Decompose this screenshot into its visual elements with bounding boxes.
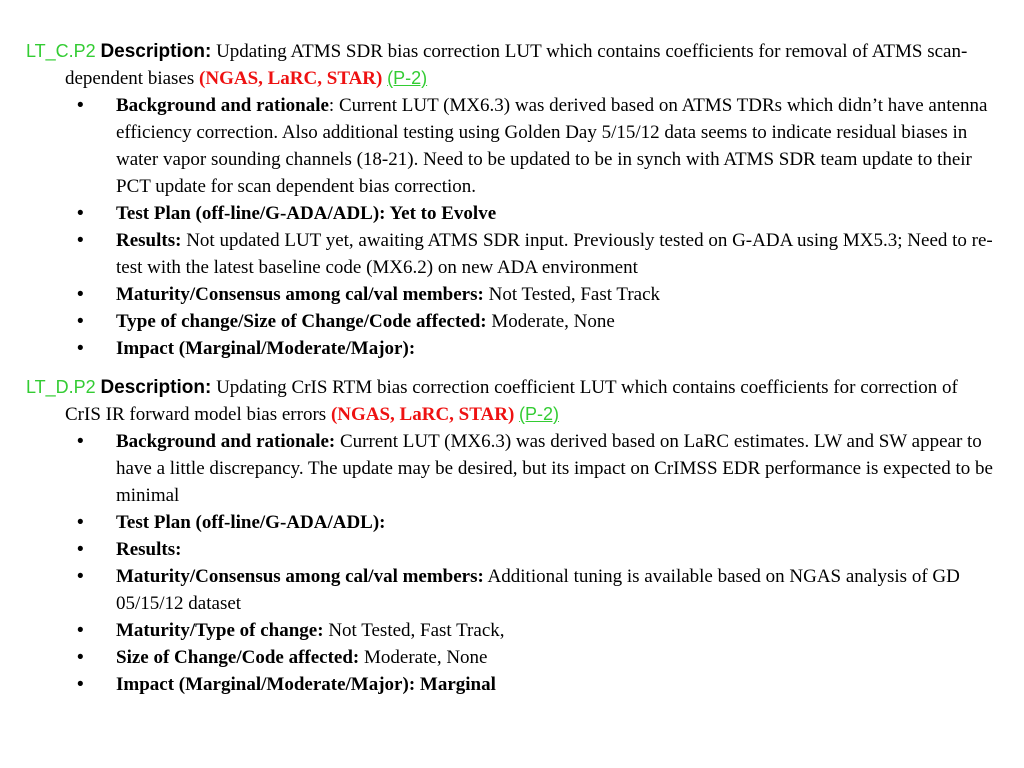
description-text: Updating ATMS SDR bias correction LUT which contains coefficients for removal of ATMS scan-dependent biases	[65, 41, 968, 89]
bullet-item	[26, 644, 996, 671]
bullet-item	[26, 200, 996, 227]
bullet-label: Impact (Marginal/Moderate/Major):	[116, 338, 416, 359]
bullet-icon: •	[77, 284, 84, 305]
section-headline	[26, 38, 996, 92]
bullet-label: Impact (Marginal/Moderate/Major): Marginal	[116, 674, 496, 695]
bullet-label: Maturity/Type of change:	[116, 620, 324, 641]
priority-label: (P-2)	[519, 404, 560, 424]
bullet-icon: •	[77, 539, 84, 560]
bullet-item	[26, 617, 996, 644]
bullet-text: Not Tested, Fast Track	[483, 284, 661, 305]
bullet-item	[26, 671, 996, 698]
priority-label: (P-2)	[387, 68, 428, 88]
bullet-label: Background and rationale:	[116, 431, 336, 452]
bullet-icon: •	[77, 512, 84, 533]
bullet-label: Background and rationale	[116, 95, 329, 116]
bullet-icon: •	[77, 230, 84, 251]
bullet-item	[26, 509, 996, 536]
bullet-label: Test Plan (off-line/G-ADA/ADL):	[116, 512, 386, 533]
description-label: Description:	[100, 41, 212, 62]
bullet-item	[26, 536, 996, 563]
bullet-label: Results:	[116, 539, 182, 560]
bullet-icon: •	[77, 674, 84, 695]
bullet-label: Maturity/Consensus among cal/val members:	[116, 566, 484, 587]
bullet-item	[26, 281, 996, 308]
bullet-text: : Current LUT (MX6.3) was derived based on ATMS TDRs which didn’t have antenna efficiency correction. Also additional testing using Golden Day 5/15/12 data seems to indicate residual biases in water vapor sounding channels (18-21). Need to be updated to be in synch with ATMS SDR team update to their PCT update for scan dependent bias correction.	[116, 95, 988, 197]
bullet-icon: •	[77, 647, 84, 668]
item-id: LT_C.P2	[26, 41, 96, 61]
bullet-item	[26, 308, 996, 335]
bullet-text: Additional tuning is available based on NGAS analysis of GD 05/15/12 dataset	[116, 566, 960, 614]
bullet-item	[26, 92, 996, 200]
section-lt-c-p2	[26, 38, 996, 362]
bullet-item	[26, 227, 996, 281]
bullet-label: Size of Change/Code affected:	[116, 647, 360, 668]
bullet-text: Not updated LUT yet, awaiting ATMS SDR input. Previously tested on G-ADA using MX5.3; Need to re-test with the latest baseline code (MX6.2) on new ADA environment	[116, 230, 993, 278]
organizations: (NGAS, LaRC, STAR)	[199, 68, 383, 89]
bullet-icon: •	[77, 311, 84, 332]
section-lt-d-p2	[26, 374, 996, 698]
bullet-item	[26, 428, 996, 509]
bullet-label: Test Plan (off-line/G-ADA/ADL): Yet to Evolve	[116, 203, 497, 224]
bullet-list	[26, 92, 996, 362]
section-headline	[26, 374, 996, 428]
organizations: (NGAS, LaRC, STAR)	[330, 404, 515, 425]
slide-content	[26, 38, 996, 698]
item-id: LT_D.P2	[26, 377, 96, 397]
bullet-label: Maturity/Consensus among cal/val members:	[116, 284, 484, 305]
bullet-label: Results:	[116, 230, 182, 251]
bullet-label: Type of change/Size of Change/Code affected:	[116, 311, 487, 332]
bullet-icon: •	[77, 338, 84, 359]
bullet-text: Not Tested, Fast Track,	[323, 620, 505, 641]
bullet-icon: •	[77, 431, 84, 452]
bullet-text: Current LUT (MX6.3) was derived based on LaRC estimates. LW and SW appear to have a little discrepancy. The update may be desired, but its impact on CrIMSS EDR performance is expected to be minimal	[116, 431, 993, 506]
bullet-list	[26, 428, 996, 698]
bullet-icon: •	[77, 95, 84, 116]
description-label: Description:	[100, 377, 212, 398]
bullet-icon: •	[77, 203, 84, 224]
bullet-icon: •	[77, 620, 84, 641]
bullet-item	[26, 563, 996, 617]
bullet-text: Moderate, None	[359, 647, 488, 668]
bullet-text: Moderate, None	[486, 311, 615, 332]
bullet-item	[26, 335, 996, 362]
bullet-icon: •	[77, 566, 84, 587]
description-text: Updating CrIS RTM bias correction coefficient LUT which contains coefficients for correction of CrIS IR forward model bias errors	[65, 377, 958, 425]
